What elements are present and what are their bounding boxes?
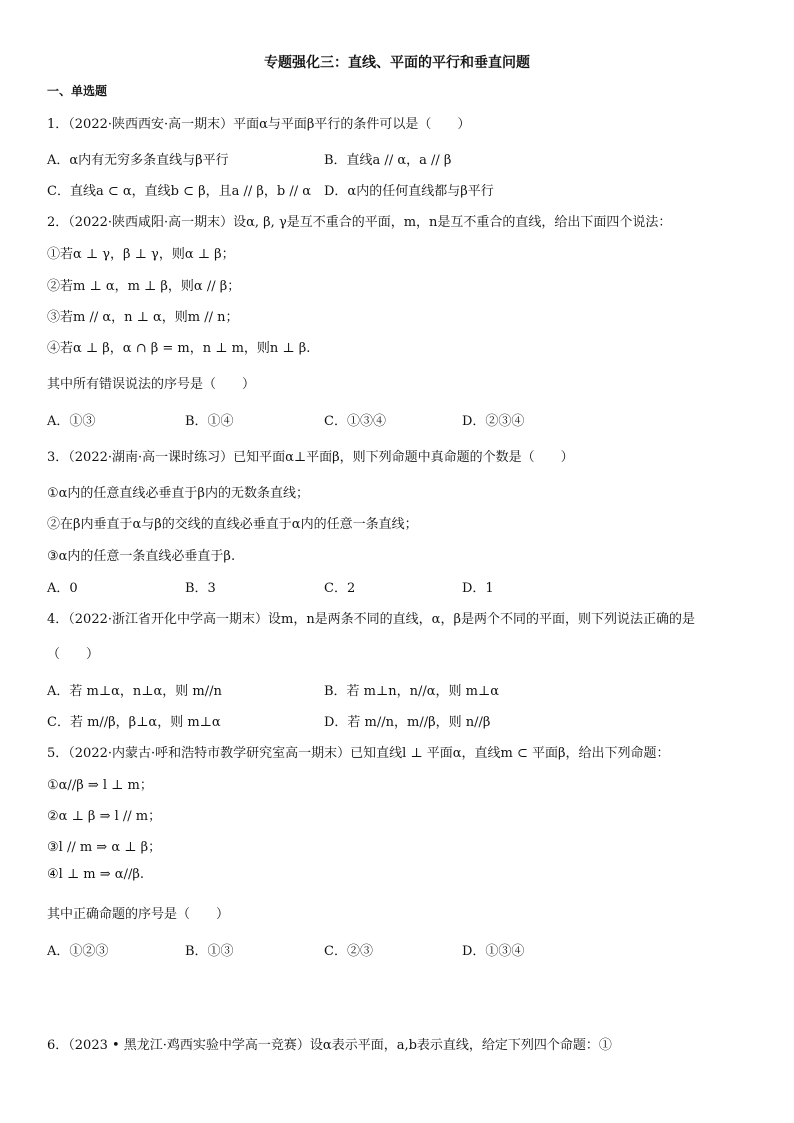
q3-stem: 3．（2022·湖南·高一课时练习）已知平面α⊥平面β，则下列命题中真命题的个数是（ ）: [47, 450, 574, 465]
q3-option-d: D．1: [462, 581, 494, 596]
page-title: 专题强化三：直线、平面的平行和垂直问题: [264, 55, 530, 71]
q4-option-d: D．若 m//n，m//β，则 n//β: [324, 715, 491, 730]
q2-ask: 其中所有错误说法的序号是（ ）: [47, 377, 256, 392]
q2-statement-3: ③若m // α，n ⊥ α，则m // n；: [47, 310, 239, 325]
q4-option-b: B．若 m⊥n，n//α，则 m⊥α: [324, 684, 499, 699]
q5-statement-4: ④l ⊥ m ⇒ α//β.: [47, 867, 144, 882]
q3-statement-1: ①α内的任意直线必垂直于β内的无数条直线；: [47, 486, 309, 501]
q1-option-a: A．α内有无穷多条直线与β平行: [47, 153, 229, 168]
q2-option-c: C．①③④: [324, 414, 386, 429]
q2-option-d: D．②③④: [462, 414, 525, 429]
q1-option-b: B．直线a // α，a // β: [324, 153, 452, 168]
q5-statement-2: ②α ⊥ β ⇒ l // m；: [47, 809, 162, 824]
q5-option-a: A．①②③: [47, 944, 109, 959]
q2-option-b: B．①④: [185, 414, 234, 429]
q5-option-c: C．②③: [324, 944, 373, 959]
q2-statement-2: ②若m ⊥ α，m ⊥ β，则α // β；: [47, 279, 241, 294]
q1-stem: 1．（2022·陕西西安·高一期末）平面α与平面β平行的条件可以是（ ）: [47, 117, 471, 132]
q1-option-d: D．α内的任何直线都与β平行: [324, 184, 494, 199]
q3-option-b: B．3: [185, 581, 216, 596]
q1-option-c: C．直线a ⊂ α，直线b ⊂ β，且a // β，b // α: [47, 184, 312, 199]
q4-option-a: A．若 m⊥α，n⊥α，则 m//n: [47, 684, 222, 699]
q5-ask: 其中正确命题的序号是（ ）: [47, 907, 230, 922]
q6-stem: 6．（2023 • 黑龙江·鸡西实验中学高一竞赛）设α表示平面，a,b表示直线，给定下列四个命题：①: [47, 1038, 612, 1053]
q5-statement-1: ①α//β ⇒ l ⊥ m；: [47, 778, 153, 793]
q3-option-c: C．2: [324, 581, 356, 596]
q4-stem: 4．（2022·浙江省开化中学高一期末）设m，n是两条不同的直线，α，β是两个不同的平面，则下列说法正确的是: [47, 612, 695, 627]
q3-statement-2: ②在β内垂直于α与β的交线的直线必垂直于α内的任意一条直线；: [47, 517, 418, 532]
q2-statement-4: ④若α ⊥ β，α ∩ β = m，n ⊥ m，则n ⊥ β.: [47, 341, 311, 356]
q2-stem: 2．（2022·陕西咸阳·高一期末）设α, β, γ是互不重合的平面，m，n是互不重合的直线，给出下面四个说法：: [47, 215, 672, 230]
q5-option-b: B．①③: [185, 944, 234, 959]
q5-stem: 5．（2022·内蒙古·呼和浩特市教学研究室高一期末）已知直线l ⊥ 平面α，直线m ⊂ 平面β，给出下列命题：: [47, 746, 670, 761]
q2-option-a: A．①③: [47, 414, 96, 429]
q3-statement-3: ③α内的任意一条直线必垂直于β.: [47, 549, 236, 564]
q3-option-a: A．0: [47, 581, 78, 596]
q4-answer-paren: （ ）: [47, 647, 100, 662]
q2-statement-1: ①若α ⊥ γ，β ⊥ γ，则α ⊥ β；: [47, 247, 235, 262]
q5-statement-3: ③l // m ⇒ α ⊥ β；: [47, 840, 162, 855]
section-heading: 一、单选题: [47, 84, 108, 98]
q4-option-c: C．若 m//β，β⊥α，则 m⊥α: [47, 715, 221, 730]
q5-option-d: D．①③④: [462, 944, 525, 959]
